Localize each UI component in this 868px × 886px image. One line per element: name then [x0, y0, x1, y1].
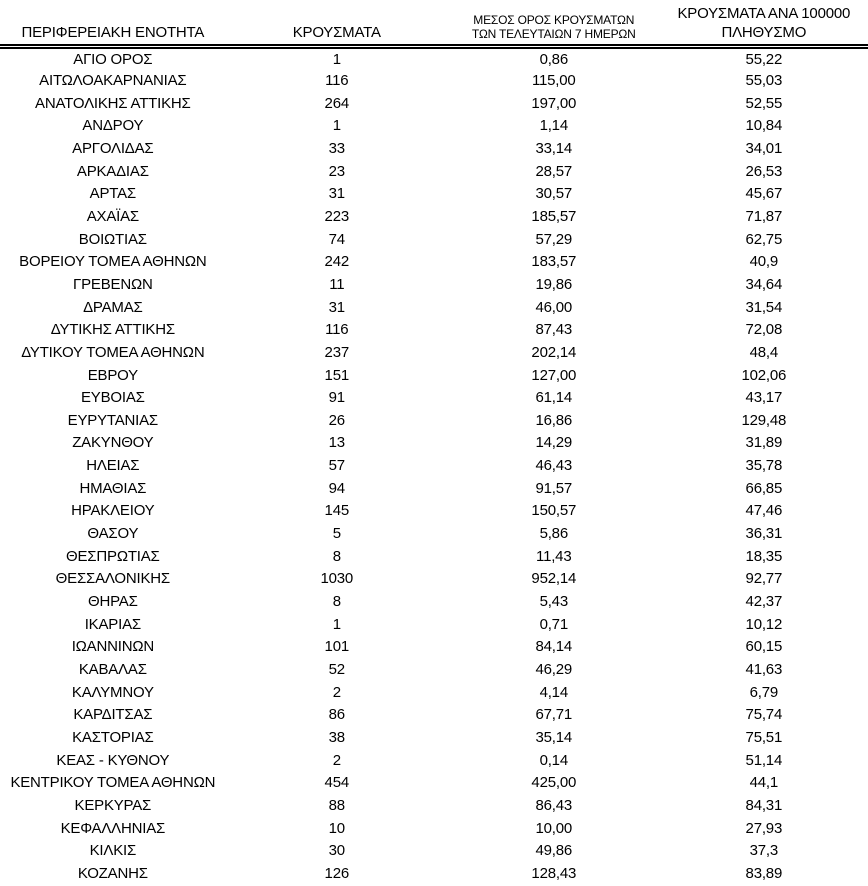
cell-avg_7_days: 10,00	[535, 819, 573, 837]
column-header-cases	[226, 0, 448, 47]
cell-cases_per_100000: 75,74	[745, 706, 783, 724]
cell-cases_per_100000: 42,37	[745, 593, 783, 611]
cell-cases: 237	[324, 343, 349, 361]
cell-region: ΚΑΒΑΛΑΣ	[78, 661, 147, 679]
cell-cases: 145	[324, 502, 349, 520]
cell-avg_7_days: 0,86	[539, 50, 568, 68]
cell-avg_7_days: 185,57	[531, 207, 577, 225]
cell-cases: 151	[324, 366, 349, 384]
cell-cases: 31	[328, 298, 345, 316]
cell-cases_per_100000: 71,87	[745, 207, 783, 225]
cell-region: ΗΜΑΘΙΑΣ	[79, 479, 147, 497]
table-row	[0, 545, 868, 568]
table-row	[0, 839, 868, 862]
table-row	[0, 409, 868, 432]
table-row	[0, 681, 868, 704]
table-row	[0, 250, 868, 273]
cell-avg_7_days: 49,86	[535, 842, 573, 860]
cell-avg_7_days: 1,14	[539, 117, 568, 135]
cell-cases_per_100000: 55,22	[745, 50, 783, 68]
table-row	[0, 182, 868, 205]
cell-cases: 10	[328, 819, 345, 837]
table-header	[0, 0, 868, 47]
table-row	[0, 205, 868, 228]
cell-avg_7_days: 16,86	[535, 411, 573, 429]
cell-avg_7_days: 127,00	[531, 366, 577, 384]
cell-avg_7_days: 0,14	[539, 751, 568, 769]
table-row	[0, 636, 868, 659]
cell-avg_7_days: 91,57	[535, 479, 573, 497]
cell-cases: 223	[324, 207, 349, 225]
cell-cases: 86	[328, 706, 345, 724]
table-row	[0, 341, 868, 364]
cell-cases_per_100000: 34,64	[745, 275, 783, 293]
table-row	[0, 590, 868, 613]
cell-avg_7_days: 150,57	[531, 502, 577, 520]
cell-avg_7_days: 183,57	[531, 253, 577, 271]
cell-cases: 2	[332, 751, 341, 769]
cell-cases: 5	[332, 525, 341, 543]
table-row	[0, 522, 868, 545]
table-row	[0, 386, 868, 409]
cell-avg_7_days: 5,43	[539, 593, 568, 611]
cell-avg_7_days: 115,00	[531, 71, 576, 89]
cell-cases: 1	[332, 615, 341, 633]
table-row	[0, 364, 868, 387]
cell-cases_per_100000: 52,55	[745, 94, 783, 112]
cell-cases: 38	[328, 729, 345, 747]
cell-avg_7_days: 30,57	[535, 185, 573, 203]
cell-cases_per_100000: 41,63	[745, 661, 783, 679]
cell-region: ΔΥΤΙΚΗΣ ΑΤΤΙΚΗΣ	[50, 321, 175, 339]
cell-cases_per_100000: 84,31	[745, 796, 783, 814]
cell-cases: 11	[329, 275, 345, 293]
cell-avg_7_days: 33,14	[535, 139, 573, 157]
cell-cases_per_100000: 26,53	[745, 162, 783, 180]
cell-cases: 1030	[320, 570, 354, 588]
cell-region: ΙΚΑΡΙΑΣ	[84, 615, 141, 633]
cell-region: ΕΒΡΟΥ	[87, 366, 138, 384]
cell-cases: 454	[324, 774, 349, 792]
cell-region: ΕΥΡΥΤΑΝΙΑΣ	[67, 411, 159, 429]
cell-cases: 31	[328, 185, 345, 203]
table-body	[0, 47, 868, 885]
column-header-avg-7-days-label-line1: ΜΕΣΟΣ ΟΡΟΣ ΚΡΟΥΣΜΑΤΩΝ	[473, 12, 635, 27]
cell-cases: 52	[328, 661, 345, 679]
cell-cases_per_100000: 47,46	[745, 502, 783, 520]
cell-region: ΗΡΑΚΛΕΙΟΥ	[71, 502, 155, 520]
table-row	[0, 296, 868, 319]
table-row	[0, 613, 868, 636]
table-row	[0, 228, 868, 251]
cell-cases_per_100000: 102,06	[741, 366, 787, 384]
cell-region: ΓΡΕΒΕΝΩΝ	[73, 275, 153, 293]
cell-cases_per_100000: 51,14	[745, 751, 783, 769]
cell-avg_7_days: 57,29	[535, 230, 573, 248]
cell-cases_per_100000: 18,35	[745, 547, 783, 565]
cell-avg_7_days: 35,14	[535, 729, 573, 747]
cell-cases_per_100000: 45,67	[745, 185, 783, 203]
cell-region: ΖΑΚΥΝΘΟΥ	[72, 434, 154, 452]
cell-avg_7_days: 86,43	[535, 796, 573, 814]
table-row	[0, 726, 868, 749]
cell-cases: 33	[328, 139, 345, 157]
cell-region: ΑΝΑΤΟΛΙΚΗΣ ΑΤΤΙΚΗΣ	[35, 94, 191, 112]
table-row	[0, 114, 868, 137]
table-row	[0, 454, 868, 477]
cell-region: ΗΛΕΙΑΣ	[86, 457, 140, 475]
cell-avg_7_days: 5,86	[539, 525, 568, 543]
cell-cases_per_100000: 129,48	[741, 411, 787, 429]
table-row	[0, 568, 868, 591]
cell-cases: 101	[324, 638, 349, 656]
cell-cases_per_100000: 92,77	[745, 570, 783, 588]
cell-region: ΘΑΣΟΥ	[87, 525, 139, 543]
cell-cases_per_100000: 48,4	[749, 343, 779, 361]
cell-cases_per_100000: 66,85	[745, 479, 783, 497]
cell-region: ΚΕΝΤΡΙΚΟΥ ΤΟΜΕΑ ΑΘΗΝΩΝ	[10, 774, 216, 792]
cell-cases: 242	[324, 253, 349, 271]
cell-cases_per_100000: 62,75	[745, 230, 783, 248]
table-header-row	[0, 0, 868, 47]
table-row	[0, 47, 868, 70]
cell-cases: 116	[325, 71, 349, 89]
table-row	[0, 160, 868, 183]
table-row	[0, 69, 868, 92]
cell-cases_per_100000: 10,84	[745, 117, 783, 135]
cell-cases_per_100000: 34,01	[745, 139, 783, 157]
cell-cases: 8	[332, 593, 341, 611]
column-header-cases-per-100000	[660, 0, 868, 47]
cell-avg_7_days: 87,43	[535, 321, 573, 339]
table-row	[0, 862, 868, 885]
cell-cases_per_100000: 31,89	[745, 434, 783, 452]
cell-avg_7_days: 46,29	[535, 661, 573, 679]
cell-region: ΒΟΡΕΙΟΥ ΤΟΜΕΑ ΑΘΗΝΩΝ	[19, 253, 207, 271]
cell-cases: 264	[324, 94, 349, 112]
cell-region: ΚΕΑΣ - ΚΥΘΝΟΥ	[56, 751, 170, 769]
cell-cases_per_100000: 27,93	[745, 819, 783, 837]
cell-avg_7_days: 46,43	[535, 457, 573, 475]
cell-avg_7_days: 14,29	[535, 434, 573, 452]
cell-cases: 116	[325, 321, 349, 339]
cell-region: ΑΡΚΑΔΙΑΣ	[76, 162, 149, 180]
cell-region: ΚΑΣΤΟΡΙΑΣ	[72, 729, 154, 747]
cell-region: ΚΑΡΔΙΤΣΑΣ	[73, 706, 153, 724]
table-row	[0, 794, 868, 817]
cell-cases: 30	[328, 842, 345, 860]
cell-region: ΚΑΛΥΜΝΟΥ	[71, 683, 154, 701]
cell-cases: 1	[332, 50, 341, 68]
cell-cases_per_100000: 72,08	[745, 321, 783, 339]
table-row	[0, 137, 868, 160]
cell-region: ΕΥΒΟΙΑΣ	[80, 389, 145, 407]
cell-region: ΑΝΔΡΟΥ	[82, 117, 144, 135]
table-row	[0, 477, 868, 500]
cell-avg_7_days: 84,14	[535, 638, 573, 656]
cell-cases: 23	[328, 162, 345, 180]
cell-region: ΑΡΓΟΛΙΔΑΣ	[72, 139, 154, 157]
cell-cases: 13	[328, 434, 345, 452]
cell-cases_per_100000: 75,51	[745, 729, 783, 747]
cell-cases: 94	[328, 479, 345, 497]
cell-avg_7_days: 952,14	[531, 570, 577, 588]
cell-cases: 88	[328, 796, 345, 814]
cell-avg_7_days: 19,86	[535, 275, 573, 293]
cell-avg_7_days: 197,00	[531, 94, 577, 112]
cell-cases_per_100000: 37,3	[749, 842, 779, 860]
cell-region: ΘΕΣΠΡΩΤΙΑΣ	[66, 547, 160, 565]
cell-avg_7_days: 128,43	[531, 864, 577, 882]
cell-cases_per_100000: 10,12	[745, 615, 783, 633]
table-row	[0, 318, 868, 341]
cell-cases_per_100000: 36,31	[745, 525, 783, 543]
column-header-avg-7-days-label-line2: ΤΩΝ ΤΕΛΕΥΤΑΙΩΝ 7 ΗΜΕΡΩΝ	[471, 27, 636, 42]
cell-avg_7_days: 61,14	[535, 389, 573, 407]
table-row	[0, 500, 868, 523]
cell-region: ΑΓΙΟ ΟΡΟΣ	[73, 50, 153, 68]
cell-avg_7_days: 46,00	[535, 298, 573, 316]
table-row	[0, 273, 868, 296]
cell-cases: 2	[332, 683, 341, 701]
cell-region: ΙΩΑΝΝΙΝΩΝ	[71, 638, 154, 656]
cell-cases_per_100000: 55,03	[745, 71, 783, 89]
column-header-avg-7-days	[448, 0, 660, 47]
cell-avg_7_days: 11,43	[536, 547, 572, 565]
cell-region: ΔΡΑΜΑΣ	[83, 298, 143, 316]
column-header-region-label: ΠΕΡΙΦΕΡΕΙΑΚΗ ΕΝΟΤΗΤΑ	[21, 23, 205, 41]
cell-avg_7_days: 425,00	[531, 774, 577, 792]
cell-avg_7_days: 4,14	[539, 683, 568, 701]
cell-cases: 26	[328, 411, 345, 429]
cell-cases_per_100000: 31,54	[745, 298, 783, 316]
cell-cases_per_100000: 83,89	[745, 864, 783, 882]
cell-cases_per_100000: 40,9	[749, 253, 779, 271]
cell-region: ΚΕΦΑΛΛΗΝΙΑΣ	[60, 819, 166, 837]
cell-cases: 8	[332, 547, 341, 565]
column-header-cases-label: ΚΡΟΥΣΜΑΤΑ	[292, 23, 381, 41]
cell-cases: 57	[328, 457, 345, 475]
cell-region: ΔΥΤΙΚΟΥ ΤΟΜΕΑ ΑΘΗΝΩΝ	[21, 343, 205, 361]
cell-avg_7_days: 202,14	[531, 343, 577, 361]
cell-cases_per_100000: 6,79	[749, 683, 779, 701]
column-header-region	[0, 0, 226, 47]
cell-cases: 126	[324, 864, 349, 882]
cell-region: ΚΕΡΚΥΡΑΣ	[74, 796, 152, 814]
cell-cases_per_100000: 60,15	[745, 638, 783, 656]
table-row	[0, 658, 868, 681]
cell-region: ΚΙΛΚΙΣ	[89, 842, 137, 860]
cell-cases_per_100000: 43,17	[745, 389, 783, 407]
cell-cases: 74	[328, 230, 345, 248]
cell-cases: 91	[328, 389, 345, 407]
column-header-cases-per-100000-label-line2: ΠΛΗΘΥΣΜΟ	[721, 23, 807, 41]
cell-cases_per_100000: 44,1	[749, 774, 779, 792]
cell-region: ΒΟΙΩΤΙΑΣ	[78, 230, 147, 248]
cell-cases: 1	[332, 117, 341, 135]
cell-region: ΘΗΡΑΣ	[88, 593, 138, 611]
cell-cases_per_100000: 35,78	[745, 457, 783, 475]
cell-region: ΑΙΤΩΛΟΑΚΑΡΝΑΝΙΑΣ	[39, 71, 187, 89]
column-header-cases-per-100000-label-line1: ΚΡΟΥΣΜΑΤΑ ΑΝΑ 100000	[677, 5, 851, 23]
table-row	[0, 432, 868, 455]
cell-region: ΑΡΤΑΣ	[89, 185, 136, 203]
cell-avg_7_days: 0,71	[539, 615, 568, 633]
table-row	[0, 92, 868, 115]
cell-region: ΘΕΣΣΑΛΟΝΙΚΗΣ	[55, 570, 170, 588]
cell-region: ΑΧΑΪΑΣ	[86, 207, 139, 225]
cell-avg_7_days: 67,71	[535, 706, 573, 724]
table-row	[0, 704, 868, 727]
cell-avg_7_days: 28,57	[535, 162, 573, 180]
table-row	[0, 817, 868, 840]
cell-region: ΚΟΖΑΝΗΣ	[77, 864, 148, 882]
table-row	[0, 749, 868, 772]
table-row	[0, 772, 868, 795]
